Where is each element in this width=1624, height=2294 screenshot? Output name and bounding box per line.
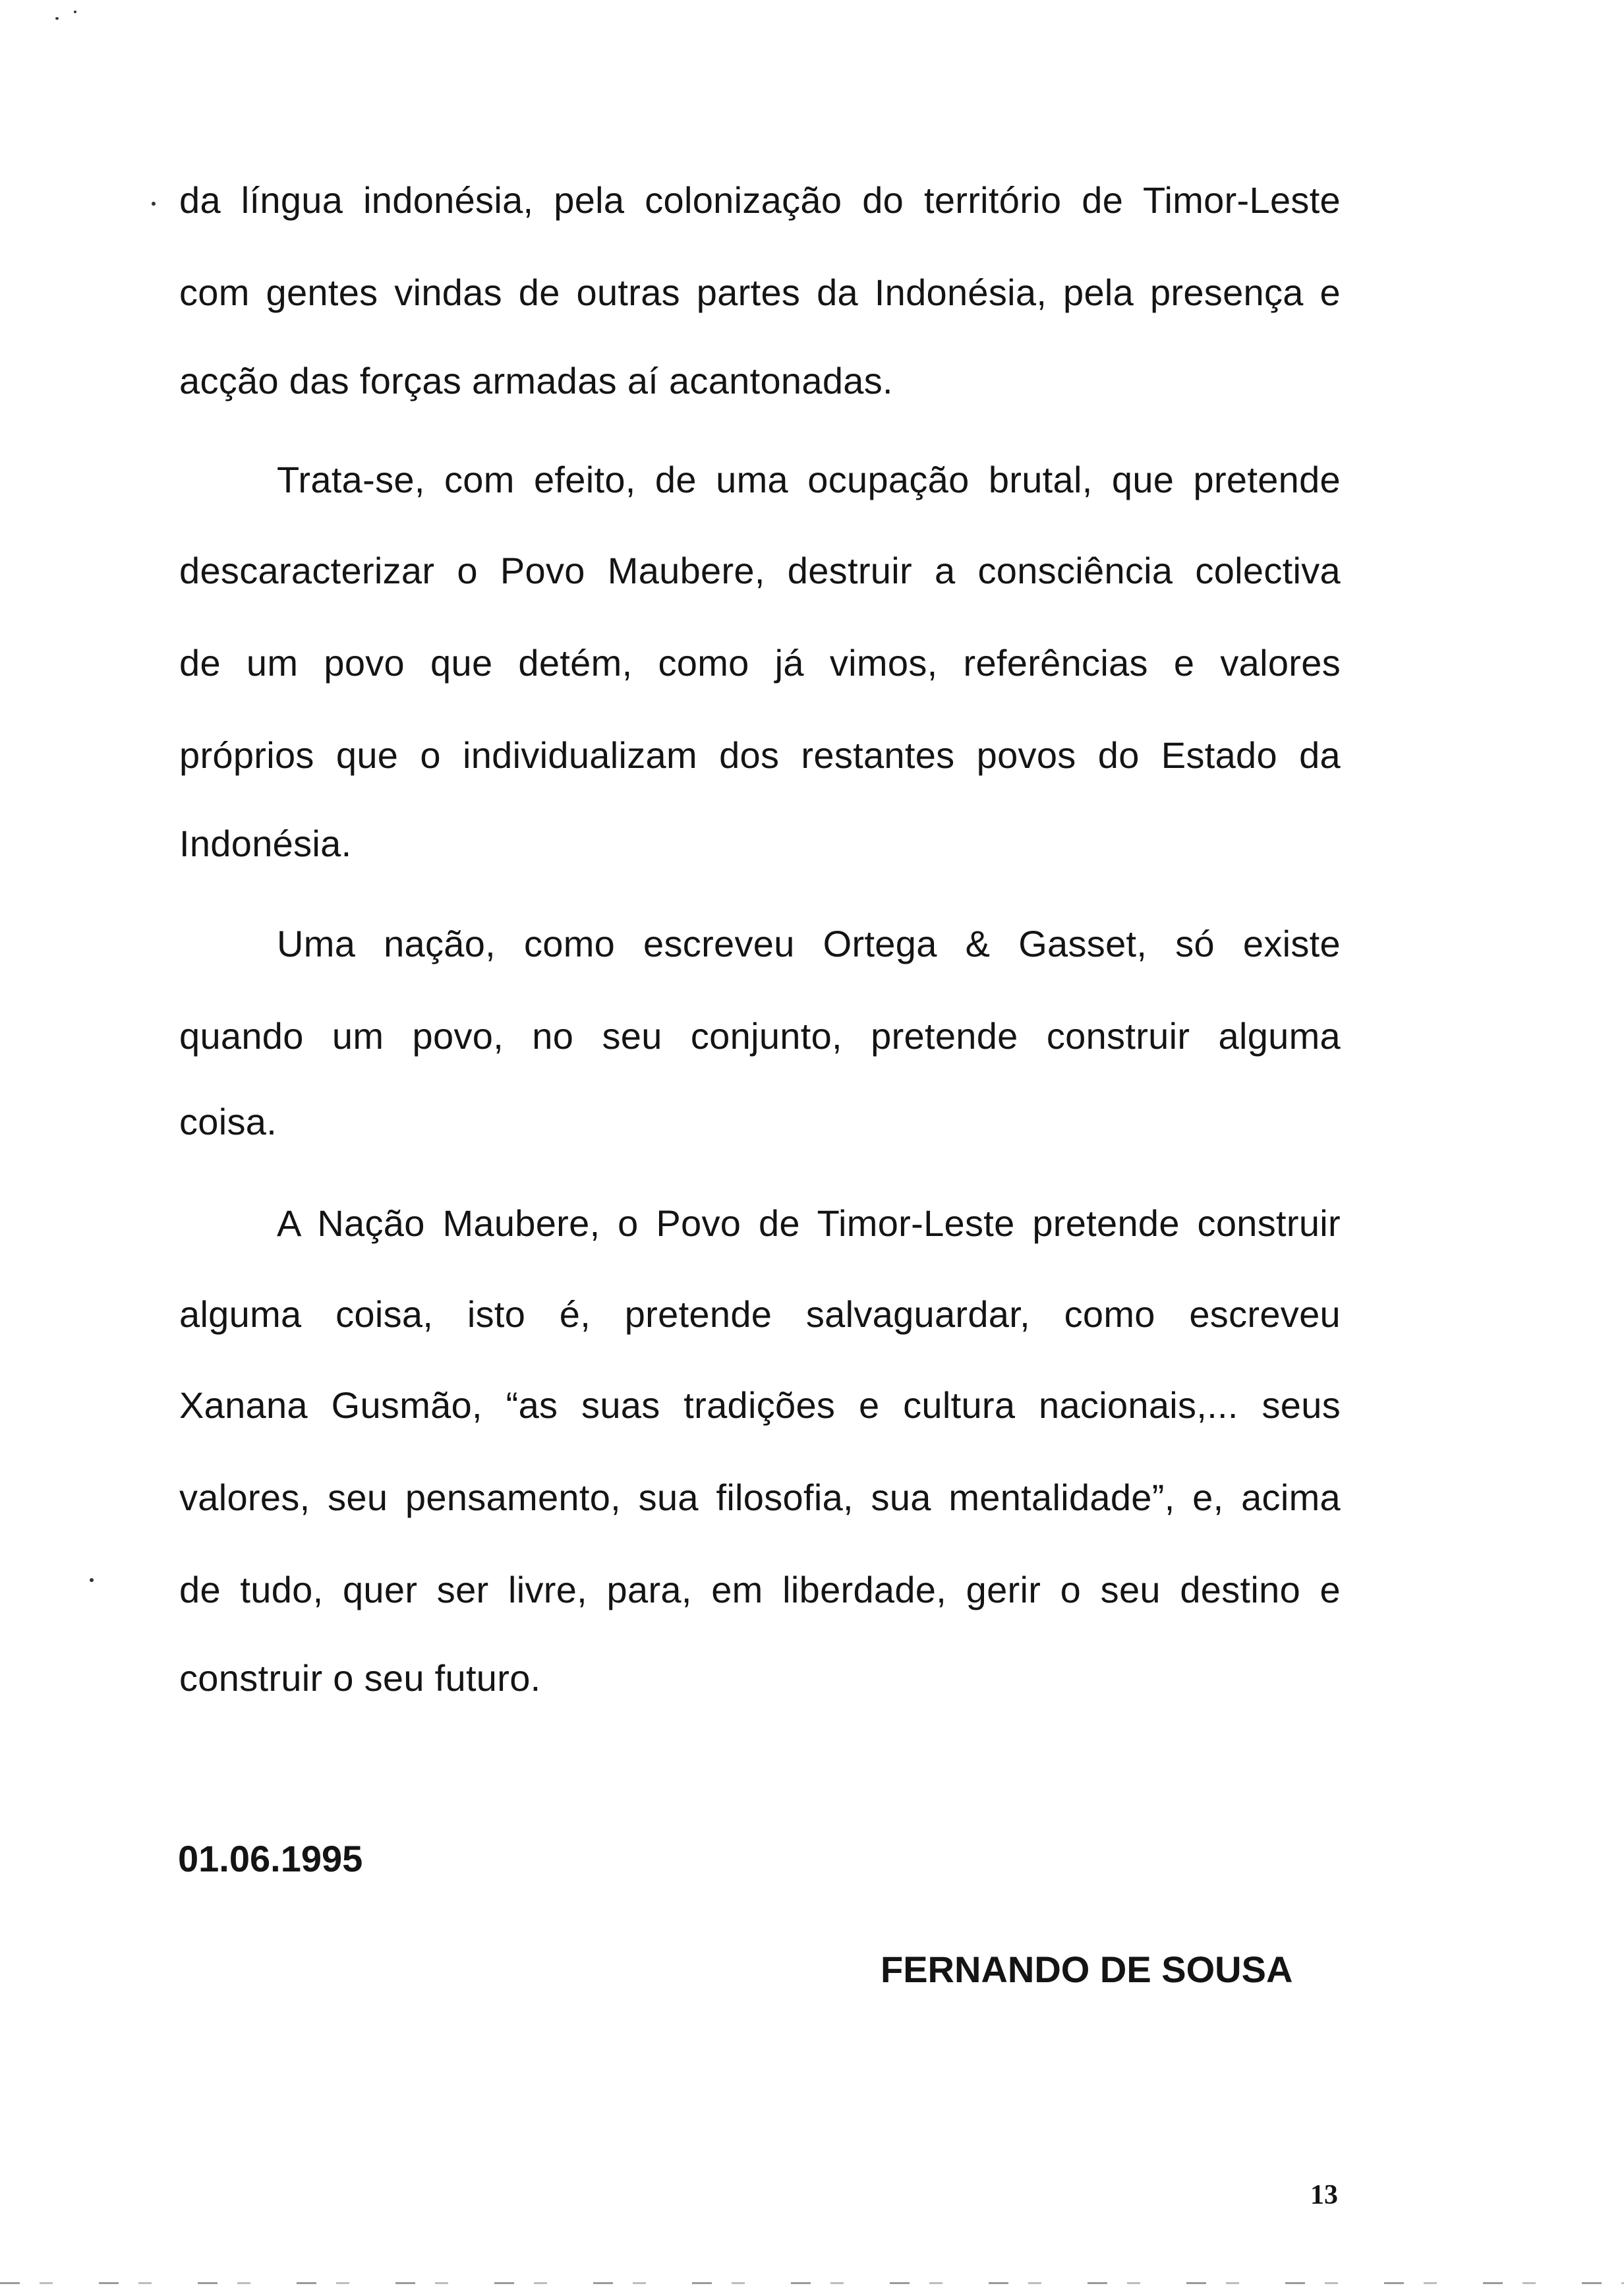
body-line: descaracterizar o Povo Maubere, destruir a consciência colectiva: [179, 550, 1341, 591]
body-line: A Nação Maubere, o Povo de Timor-Leste pretende construir: [277, 1202, 1341, 1244]
body-line: próprios que o individualizam dos restantes povos do Estado da: [179, 734, 1341, 776]
body-line: valores, seu pensamento, sua filosofia, sua mentalidade”, e, acima: [179, 1477, 1341, 1518]
body-line: coisa.: [179, 1101, 277, 1142]
body-line: acção das forças armadas aí acantonadas.: [179, 360, 893, 401]
scan-speck: [74, 11, 76, 13]
body-line: Indonésia.: [179, 823, 352, 864]
body-line: construir o seu futuro.: [179, 1657, 541, 1699]
body-line: com gentes vindas de outras partes da Indonésia, pela presença e: [179, 272, 1341, 313]
body-line: Uma nação, como escreveu Ortega & Gasset, só existe: [277, 923, 1341, 964]
body-line: da língua indonésia, pela colonização do território de Timor-Leste: [179, 179, 1341, 221]
page-number: 13: [1310, 2180, 1338, 2210]
body-line: alguma coisa, isto é, pretende salvaguardar, como escreveu: [179, 1293, 1341, 1335]
scan-speck: [55, 17, 59, 20]
scan-speck: [90, 1578, 94, 1582]
body-line: de tudo, quer ser livre, para, em liberdade, gerir o seu destino e: [179, 1569, 1341, 1610]
body-line: de um povo que detém, como já vimos, referências e valores: [179, 642, 1341, 684]
body-line: quando um povo, no seu conjunto, pretende construir alguma: [179, 1015, 1341, 1057]
scan-speck: [152, 202, 156, 206]
document-date: 01.06.1995: [178, 1838, 363, 1879]
author-signature: FERNANDO DE SOUSA: [881, 1949, 1293, 1990]
scan-edge-artifact: [0, 2282, 1624, 2284]
body-line: Xanana Gusmão, “as suas tradições e cultura nacionais,... seus: [179, 1384, 1341, 1426]
body-line: Trata-se, com efeito, de uma ocupação brutal, que pretende: [277, 459, 1341, 500]
